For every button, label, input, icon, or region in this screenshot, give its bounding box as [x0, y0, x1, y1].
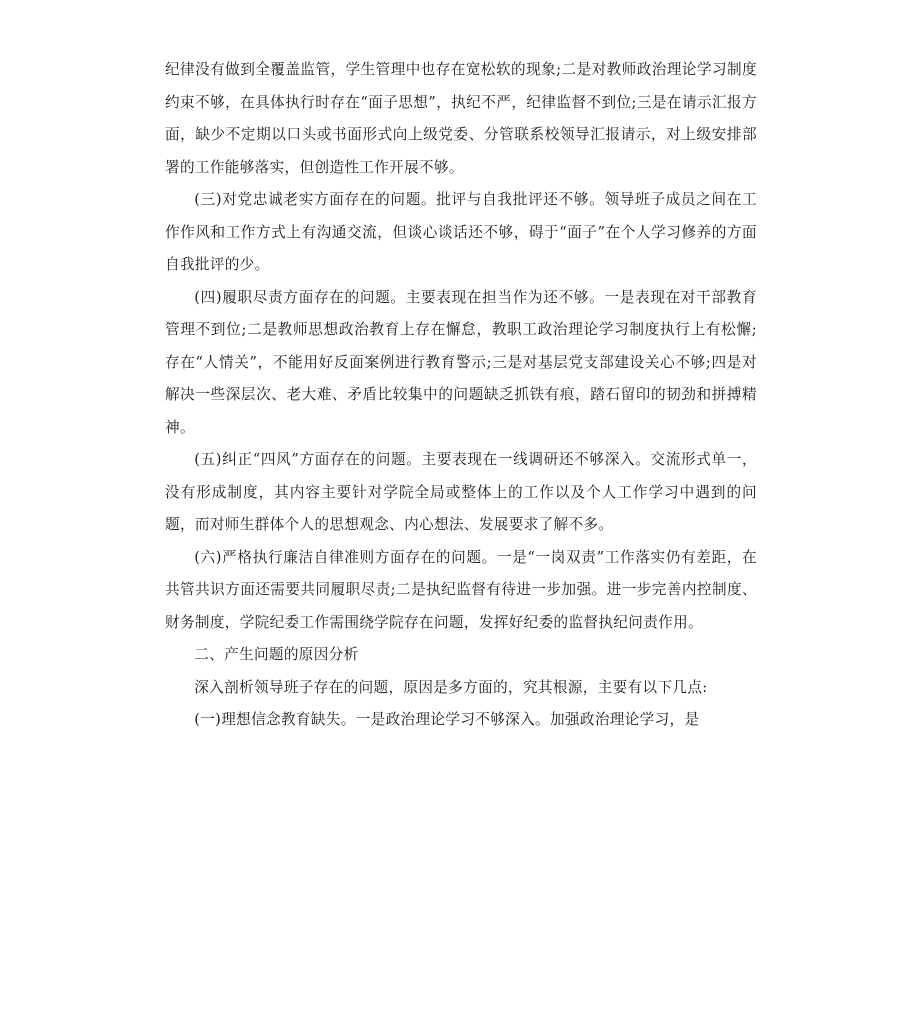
paragraph-cause-one: (一)理想信念教育缺失。一是政治理论学习不够深入。加强政治理论学习，是	[194, 711, 700, 728]
paragraph-section-three: (三)对党忠诚老实方面存在的问题。批评与自我批评还不够。领导班子成员之间在工作作风和工作方式上有沟通交流，但谈心谈话还不够，碍于“面子”在个人学习修养的方面自我批评的少。	[165, 191, 757, 273]
paragraph-continuation: 纪律没有做到全覆盖监管，学生管理中也存在宽松软的现象;二是对教师政治理论学习制度约束不够，在具体执行时存在“面子思想”，执纪不严，纪律监督不到位;三是在请示汇报方面，缺少不定期以口头或书面形式向上级党委、分管联系校领导汇报请示，对上级安排部署的工作能够落实，但创造性工作开展不够。	[165, 61, 757, 176]
document-body	[165, 54, 757, 737]
paragraph-section-four: (四)履职尽责方面存在的问题。主要表现在担当作为还不够。一是表现在对干部教育管理不到位;二是教师思想政治教育上存在懈怠，教职工政治理论学习制度执行上有松懈;存在“人情关”，不能用好反面案例进行教育警示;三是对基层党支部建设关心不够;四是对解决一些深层次、老大难、矛盾比较集中的问题缺乏抓铁有痕，踏石留印的韧劲和拼搏精神。	[165, 288, 757, 436]
section-heading-cause-analysis: 二、产生问题的原因分析	[194, 646, 359, 663]
paragraph-section-five: (五)纠正“四风”方面存在的问题。主要表现在一线调研还不够深入。交流形式单一，没有形成制度，其内容主要针对学院全局或整体上的工作以及个人工作学习中遇到的问题，而对师生群体个人的思想观念、内心想法、发展要求了解不多。	[165, 451, 757, 533]
paragraph-cause-intro: 深入剖析领导班子存在的问题，原因是多方面的，究其根源，主要有以下几点:	[194, 678, 708, 696]
paragraph-section-six: (六)严格执行廉洁自律准则方面存在的问题。一是“一岗双责”工作落实仍有差距，在共管共识方面还需要共同履职尽责;二是执纪监督有待进一步加强。进一步完善内控制度、财务制度，学院纪委工作需围绕学院存在问题，发挥好纪委的监督执纪问责作用。	[165, 548, 757, 631]
